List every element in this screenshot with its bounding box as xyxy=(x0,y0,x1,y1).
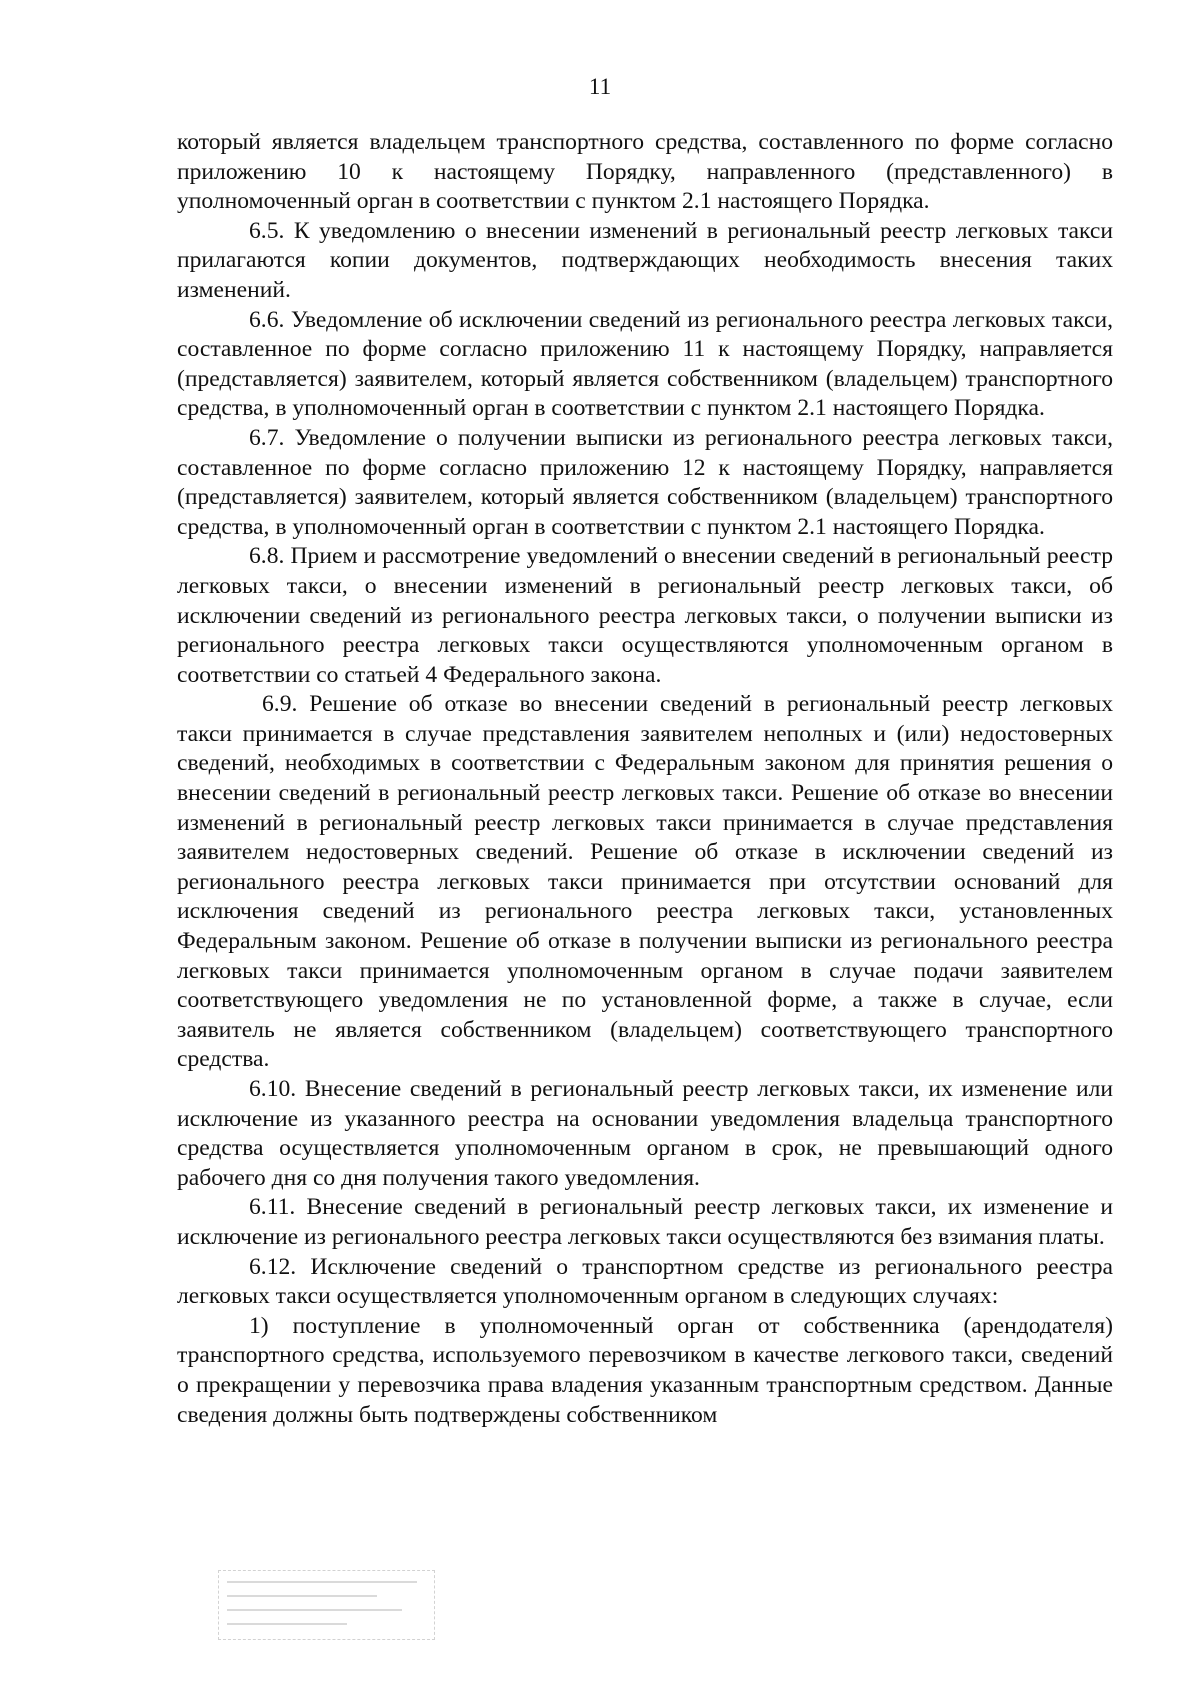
paragraph-6-12: 6.12. Исключение сведений о транспортном средстве из регионального реестра легковых такси осуществляется уполномоченным органом в следующих случаях: xyxy=(177,1253,1113,1310)
paragraph-6-6: 6.6. Уведомление об исключении сведений из регионального реестра легковых такси, составленное по форме согласно приложению 11 к настоящему Порядку, направляется (представляется) заявителем, который является собственником (владельцем) транспортного средства, в уполномоченный орган в соответствии с пунктом 2.1 настоящего Порядка. xyxy=(177,306,1113,422)
page-number: 11 xyxy=(588,74,612,99)
faded-stamp xyxy=(218,1570,435,1640)
list-item-1: 1) поступление в уполномоченный орган от собственника (арендодателя) транспортного средства, используемого перевозчиком в качестве легкового такси, сведений о прекращении у перевозчика права владения указанным транспортным средством. Данные сведения должны быть подтверждены собственником xyxy=(177,1312,1113,1428)
paragraph-6-8: 6.8. Прием и рассмотрение уведомлений о внесении сведений в региональный реестр легковых такси, о внесении изменений в региональный реестр легковых такси, об исключении сведений из регионального реестра легковых такси, о получении выписки из регионального реестра легковых такси осуществляются уполномоченным органом в соответствии со статьей 4 Федерального закона. xyxy=(177,543,1113,688)
paragraph-continuation: который является владельцем транспортного средства, составленного по форме согласно приложению 10 к настоящему Порядку, направленного (представленного) в уполномоченный орган в соответствии с пунктом 2.1 настоящего Порядка. xyxy=(177,129,1113,215)
paragraph-6-10: 6.10. Внесение сведений в региональный реестр легковых такси, их изменение или исключение из указанного реестра на основании уведомления владельца транспортного средства осуществляется уполномоченным органом в срок, не превышающий одного рабочего дня со дня получения такого уведомления. xyxy=(177,1076,1113,1191)
paragraph-6-9: 6.9. Решение об отказе во внесении сведений в региональный реестр легковых такси принимается в случае представления заявителем неполных и (или) недостоверных сведений, необходимых в соответствии с Федеральным законом для принятия решения о внесении сведений в региональный реестр легковых такси. Решение об отказе во внесении изменений в региональный реестр легковых такси принимается в случае представления заявителем недостоверных сведений. Решение об отказе в исключении сведений из регионального реестра легковых такси принимается при отсутствии оснований для исключения сведений из регионального реестра легковых такси, установленных Федеральным законом. Решение об отказе в получении выписки из регионального реестра легковых такси принимается уполномоченным органом в случае подачи заявителем соответствующего уведомления не по установленной форме, а также в случае, если заявитель не является собственником (владельцем) соответствующего транспортного средства. xyxy=(177,691,1113,1073)
paragraph-6-11: 6.11. Внесение сведений в региональный реестр легковых такси, их изменение и исключение из регионального реестра легковых такси осуществляются без взимания платы. xyxy=(177,1194,1113,1250)
document-body xyxy=(177,128,1113,1430)
paragraph-6-7: 6.7. Уведомление о получении выписки из регионального реестра легковых такси, составленное по форме согласно приложению 12 к настоящему Порядку, направляется (представляется) заявителем, который является собственником (владельцем) транспортного средства, в уполномоченный орган в соответствии с пунктом 2.1 настоящего Порядка. xyxy=(177,424,1113,540)
paragraph-6-5: 6.5. К уведомлению о внесении изменений в региональный реестр легковых такси прилагаются копии документов, подтверждающих необходимость внесения таких изменений. xyxy=(177,217,1113,303)
